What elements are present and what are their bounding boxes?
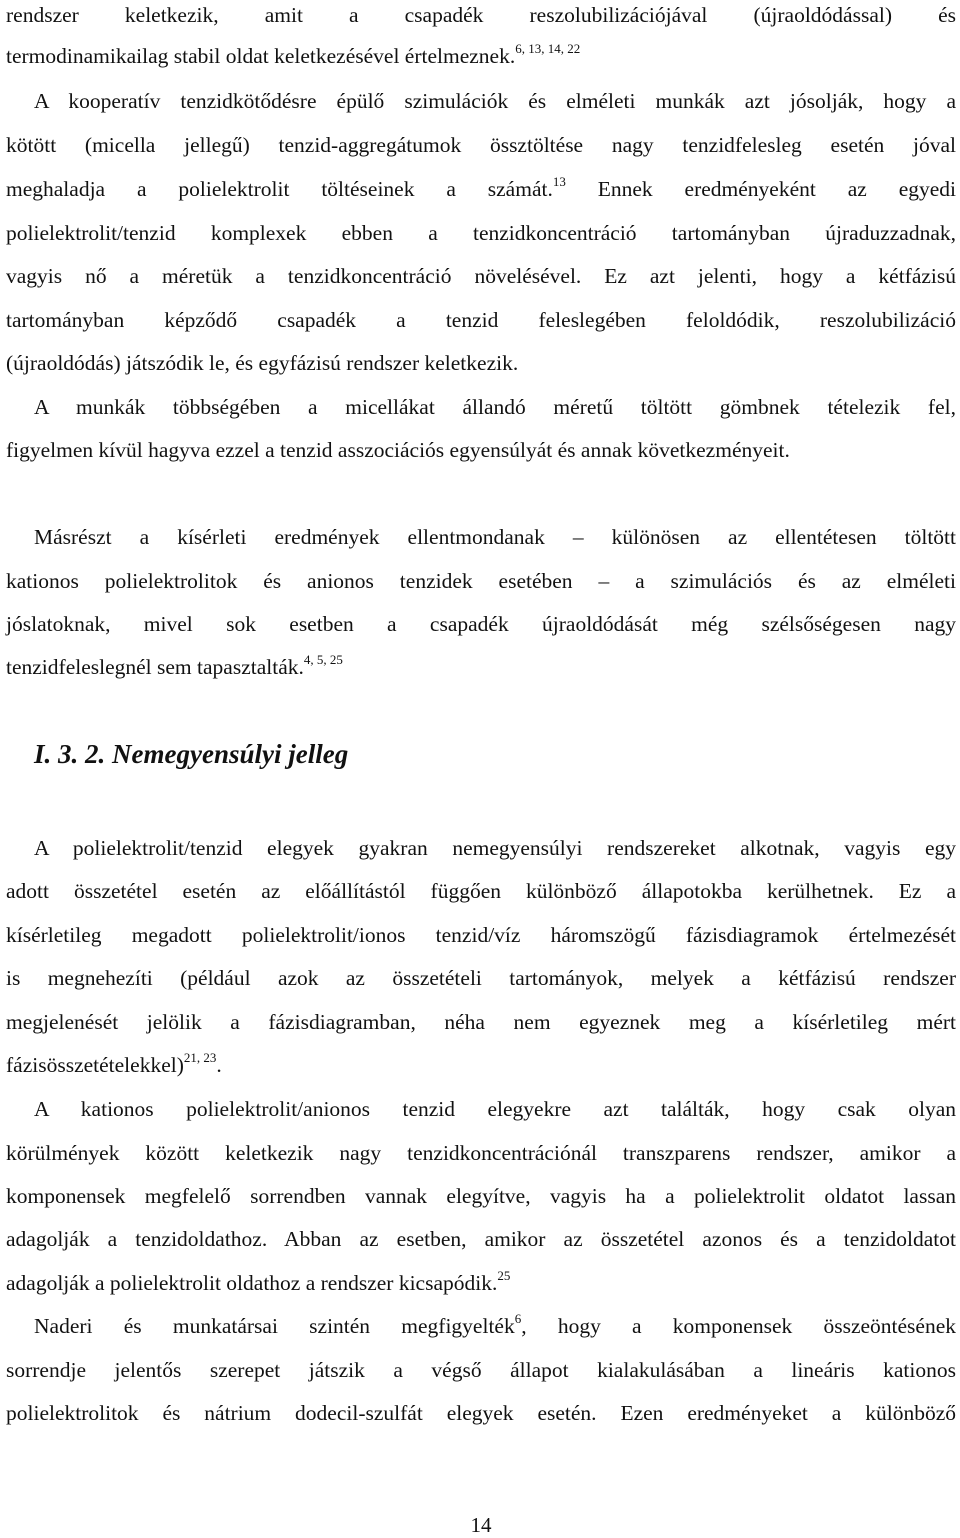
text-line xyxy=(6,1050,956,1080)
line-text: A kooperatív tenzidkötődésre épülő szimulációk és elméleti munkák azt jósolják, hogy a xyxy=(34,89,956,113)
line-text: termodinamikailag stabil oldat keletkezésével értelmeznek. xyxy=(6,44,516,68)
line-text: sorrendje jelentős szerepet játszik a végső állapot kialakulásában a lineáris kationos xyxy=(6,1358,956,1382)
line-text: (újraoldódás) játszódik le, és egyfázisú rendszer keletkezik. xyxy=(6,351,519,375)
text-line xyxy=(6,1355,956,1385)
citation-superscript: 25 xyxy=(497,1268,511,1283)
line-text: A munkák többségében a micellákat állandó méretű töltött gömbnek tételezik fel, xyxy=(34,395,956,419)
text-line xyxy=(6,963,956,993)
line-text: tenzidfeleslegnél sem tapasztalták. xyxy=(6,655,304,679)
citation-superscript: 6 xyxy=(514,1311,522,1326)
line-text: polielektrolit/tenzid komplexek ebben a tenzidkoncentráció tartományban újraduzzadnak, xyxy=(6,221,956,245)
line-text: adagolják a tenzidoldathoz. Abban az esetben, amikor az összetétel azonos és a tenzidoldatot xyxy=(6,1227,956,1251)
text-line xyxy=(6,435,956,465)
text-line xyxy=(6,1398,956,1428)
line-text: kationos polielektrolitok és anionos tenzidek esetében – a szimulációs és az elméleti xyxy=(6,569,956,593)
line-text: Másrészt a kísérleti eredmények ellentmondanak – különösen az ellentétesen töltött xyxy=(34,525,956,549)
text-line xyxy=(6,1224,956,1254)
citation-superscript: 4, 5, 25 xyxy=(303,652,343,667)
line-text: kísérletileg megadott polielektrolit/ionos tenzid/víz háromszögű fázisdiagramok értelmezését xyxy=(6,923,956,947)
text-line xyxy=(34,86,956,116)
document-page xyxy=(6,0,956,1537)
line-text: A polielektrolit/tenzid elegyek gyakran nemegyensúlyi rendszereket alkotnak, vagyis egy xyxy=(34,836,956,860)
line-tail-text: . xyxy=(216,1053,222,1077)
text-line xyxy=(6,218,956,248)
text-line xyxy=(6,1007,956,1037)
text-line xyxy=(34,392,956,422)
text-line xyxy=(6,1181,956,1211)
line-text: fázisösszetételekkel) xyxy=(6,1053,184,1077)
line-text: A kationos polielektrolit/anionos tenzid elegyekre azt találták, hogy csak olyan xyxy=(34,1097,956,1121)
line-text: polielektrolitok és nátrium dodecil-szulfát elegyek esetén. Ezen eredményeket a különböző xyxy=(6,1401,956,1425)
line-tail-text: , hogy a komponensek összeöntésének xyxy=(521,1314,956,1338)
text-line xyxy=(6,174,956,204)
line-text: adagolják a polielektrolit oldathoz a rendszer kicsapódik. xyxy=(6,1271,498,1295)
text-line xyxy=(34,1311,956,1341)
line-text: tartományban képződő csapadék a tenzid feleslegében feloldódik, reszolubilizáció xyxy=(6,308,956,332)
text-line xyxy=(6,261,956,291)
citation-superscript: 21, 23 xyxy=(183,1050,217,1065)
text-line xyxy=(6,566,956,596)
page-number: 14 xyxy=(470,1513,492,1537)
text-line xyxy=(6,920,956,950)
line-text: kötött (micella jellegű) tenzid-aggregátumok össztöltése nagy tenzidfelesleg esetén jóval xyxy=(6,133,956,157)
line-text: is megnehezíti (például azok az összetételi tartományok, melyek a kétfázisú rendszer xyxy=(6,966,956,990)
line-text: meghaladja a polielektrolit töltéseinek a számát. xyxy=(6,177,553,201)
text-line xyxy=(6,1138,956,1168)
text-line xyxy=(6,609,956,639)
citation-superscript: 6, 13, 14, 22 xyxy=(515,41,581,56)
text-line xyxy=(6,876,956,906)
text-line xyxy=(6,130,956,160)
line-tail-text: Ennek eredményeként az egyedi xyxy=(565,177,956,201)
text-line xyxy=(34,1094,956,1124)
text-line xyxy=(6,348,956,378)
line-text: figyelmen kívül hagyva ezzel a tenzid asszociációs egyensúlyát és annak következményeit. xyxy=(6,438,790,462)
line-text: jóslatoknak, mivel sok esetben a csapadék újraoldódását még szélsőségesen nagy xyxy=(6,612,956,636)
line-text: komponensek megfelelő sorrendben vannak elegyítve, vagyis ha a polielektrolit oldatot lassan xyxy=(6,1184,956,1208)
line-text: adott összetétel esetén az előállítástól függően különböző állapotokba kerülhetnek. Ez a xyxy=(6,879,956,903)
text-line xyxy=(6,41,956,71)
text-line xyxy=(6,1268,956,1298)
line-text: megjelenését jelölik a fázisdiagramban, néha nem egyeznek meg a kísérletileg mért xyxy=(6,1010,956,1034)
line-text: vagyis nő a méretük a tenzidkoncentráció növelésével. Ez azt jelenti, hogy a kétfázisú xyxy=(6,264,956,288)
text-line xyxy=(6,0,956,30)
line-text: Naderi és munkatársai szintén megfigyelték xyxy=(34,1314,515,1338)
line-text: rendszer keletkezik, amit a csapadék reszolubilizációjával (újraoldódással) és xyxy=(6,3,956,27)
text-line xyxy=(6,652,956,682)
text-line xyxy=(6,305,956,335)
line-text: körülmények között keletkezik nagy tenzidkoncentrációnál transzparens rendszer, amikor a xyxy=(6,1141,956,1165)
section-heading: I. 3. 2. Nemegyensúlyi jelleg xyxy=(34,739,349,769)
text-line xyxy=(34,522,956,552)
text-line xyxy=(34,833,956,863)
citation-superscript: 13 xyxy=(552,174,566,189)
